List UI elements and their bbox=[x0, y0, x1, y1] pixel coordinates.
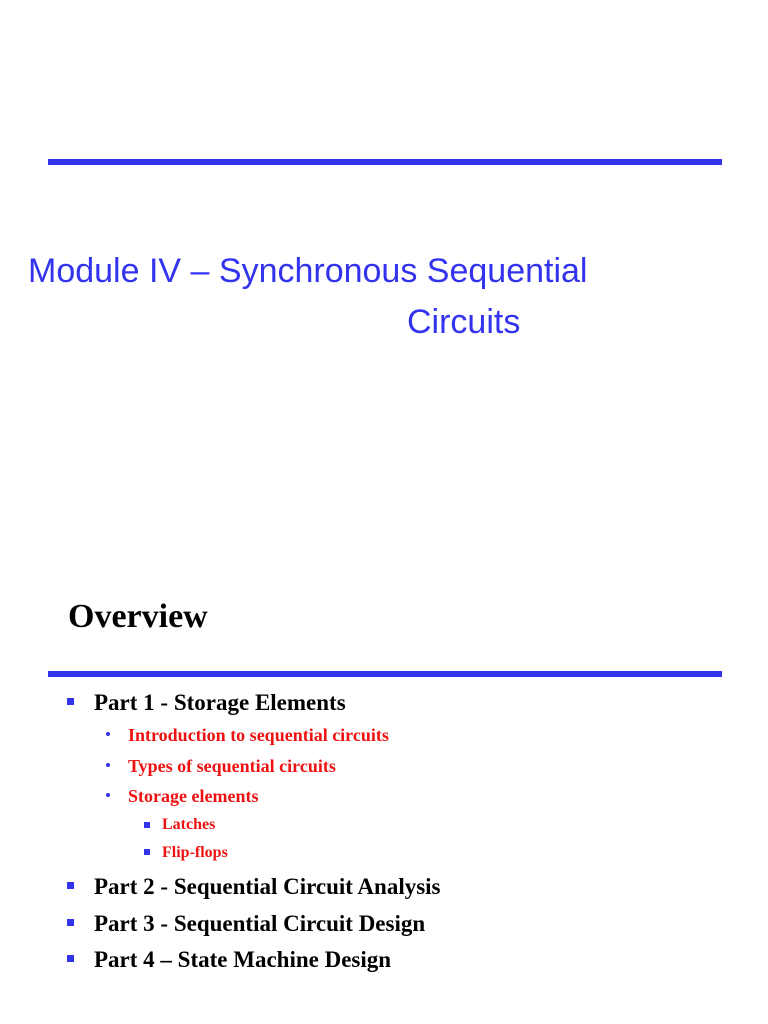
slide-title-line-2: Circuits bbox=[407, 303, 521, 341]
outline-subsubitem-flip-flops: Flip-flops bbox=[162, 844, 228, 861]
outline-subitem-storage-elements: Storage elements bbox=[128, 786, 259, 806]
square-bullet-icon bbox=[67, 955, 74, 962]
outline-subsubitem-latches: Latches bbox=[162, 816, 216, 833]
outline-item-part-3: Part 3 - Sequential Circuit Design bbox=[94, 911, 426, 936]
square-bullet-icon bbox=[144, 822, 150, 828]
dot-bullet-icon bbox=[106, 793, 110, 797]
overview-heading: Overview bbox=[68, 598, 208, 635]
top-divider-rule bbox=[48, 159, 722, 165]
overview-divider-rule bbox=[48, 671, 722, 677]
outline-item-part-4: Part 4 – State Machine Design bbox=[94, 947, 392, 972]
square-bullet-icon bbox=[67, 882, 74, 889]
outline-item-part-1: Part 1 - Storage Elements bbox=[94, 690, 346, 715]
outline-item-part-2: Part 2 - Sequential Circuit Analysis bbox=[94, 874, 441, 899]
square-bullet-icon bbox=[67, 919, 74, 926]
square-bullet-icon bbox=[67, 698, 74, 705]
dot-bullet-icon bbox=[106, 763, 110, 767]
slide-title-line-1: Module IV – Synchronous Sequential bbox=[28, 252, 588, 290]
outline-subitem-types: Types of sequential circuits bbox=[128, 756, 336, 776]
square-bullet-icon bbox=[144, 849, 150, 855]
dot-bullet-icon bbox=[106, 732, 110, 736]
outline-subitem-introduction: Introduction to sequential circuits bbox=[128, 725, 389, 745]
